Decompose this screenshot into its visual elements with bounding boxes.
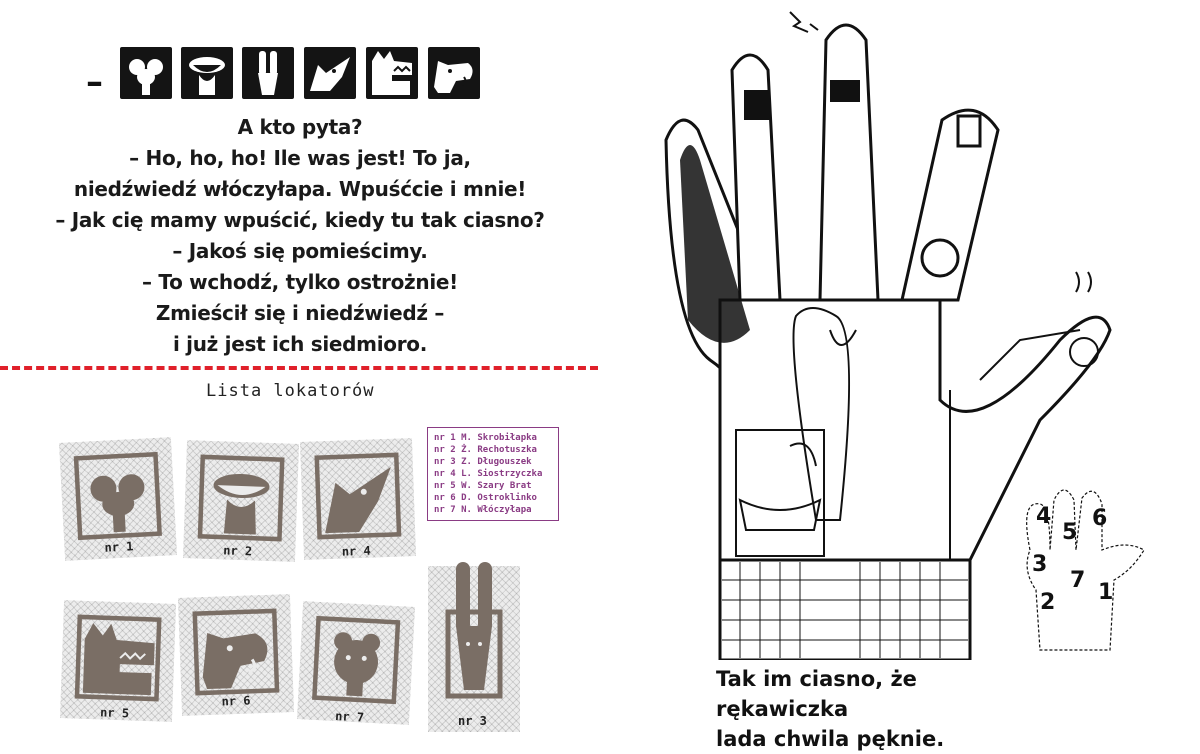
tenant-caption: nr 4 [341,543,371,559]
story-line: – Jak cię mamy wpuścić, kiedy tu tak ciasno? [55,208,545,232]
mouse-icon [120,47,172,99]
story-line: – Jakoś się pomieścimy. [172,239,428,263]
tenant-card-3 [428,566,520,732]
glove-number: 4 [1036,504,1052,529]
header-dash: – [86,62,103,102]
tenant-caption: nr 1 [104,539,134,555]
glove-map-diagram [1010,470,1150,660]
hare-icon [242,47,294,99]
mouse-icon [74,452,162,540]
tenant-card-7 [297,601,415,725]
legend-item: nr 1 M. Skrobiłapka [434,433,537,443]
wolf-icon [75,615,162,702]
glove-number: 2 [1040,590,1056,615]
legend-item: nr 5 W. Szary Brat [434,481,532,491]
glove-number: 7 [1070,568,1086,593]
story-text [40,112,560,360]
boar-icon [192,609,279,696]
legend-item: nr 3 Z. Długouszek [434,457,532,467]
tenant-caption: nr 2 [223,543,253,559]
caption-line: lada chwila pęknie. [716,727,945,751]
tenant-legend [427,427,559,521]
wolf-icon [366,47,418,99]
story-line: A kto pyta? [237,115,363,139]
red-dashed-divider [0,366,598,370]
tenant-card-4 [300,438,416,560]
legend-item: nr 4 L. Siostrzyczka [434,469,543,479]
tenant-list-title: Lista lokatorów [206,381,375,401]
illustration-caption [716,664,1036,754]
tenant-caption: nr 3 [458,714,487,728]
caption-line: Tak im ciasno, że rękawiczka [716,667,917,721]
tenant-card-1 [59,437,177,561]
story-line: Zmieścił się i niedźwiedź – [155,301,445,325]
story-line: niedźwiedź włóczyłapa. Wpuśćcie i mnie! [73,177,527,201]
glove-number: 3 [1032,552,1048,577]
fox-icon [304,47,356,99]
frog-icon [198,455,285,542]
frog-icon [181,47,233,99]
hare-icon [442,560,506,700]
glove-number: 1 [1098,580,1114,605]
tenant-card-2 [183,440,299,562]
glove-number: 5 [1062,520,1078,545]
fox-icon [314,453,401,540]
boar-icon [428,47,480,99]
story-line: i już jest ich siedmioro. [172,332,428,356]
legend-item: nr 6 D. Ostroklinko [434,493,537,503]
legend-item: nr 7 N. Włóczyłapa [434,505,532,515]
bear-icon [312,616,400,704]
tenant-card-6 [178,594,294,716]
tenant-caption: nr 6 [221,693,251,709]
story-line: – Ho, ho, ho! Ile was jest! To ja, [129,146,471,170]
legend-item: nr 2 Ż. Rechotuszka [434,445,537,455]
tenant-caption: nr 5 [99,705,130,721]
story-line: – To wchodź, tylko ostrożnie! [142,270,458,294]
tenant-caption: nr 7 [334,708,365,725]
tenant-card-5 [60,600,176,722]
glove-number: 6 [1092,506,1108,531]
